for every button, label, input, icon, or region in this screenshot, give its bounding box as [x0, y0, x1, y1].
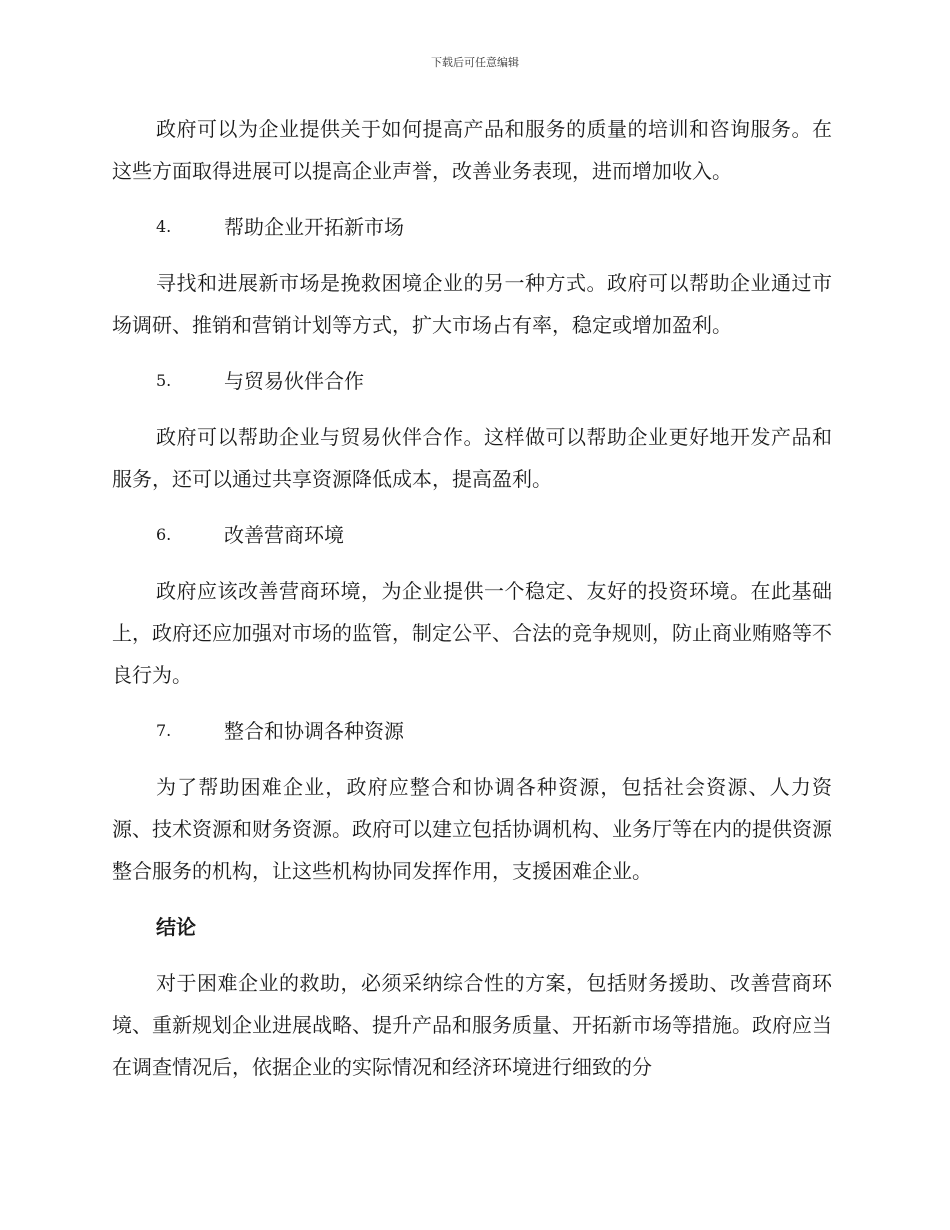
section-item-6	[112, 514, 832, 556]
item-title: 帮助企业开拓新市场	[224, 215, 404, 239]
item-title: 改善营商环境	[224, 523, 344, 547]
paragraph: 政府可以帮助企业与贸易伙伴合作。这样做可以帮助企业更好地开发产品和服务，还可以通过共享资源降低成本，提高盈利。	[112, 425, 832, 491]
item-number: 6.	[156, 525, 172, 544]
document-body	[112, 108, 832, 1102]
paragraph: 政府应该改善营商环境，为企业提供一个稳定、友好的投资环境。在此基础上，政府还应加强对市场的监管，制定公平、合法的竞争规则，防止商业贿赂等不良行为。	[112, 579, 832, 687]
paragraph: 寻找和进展新市场是挽救困境企业的另一种方式。政府可以帮助企业通过市场调研、推销和营销计划等方式，扩大市场占有率，稳定或增加盈利。	[112, 271, 832, 337]
item-number: 4.	[156, 217, 172, 236]
item-number: 5.	[156, 371, 172, 390]
item-number: 7.	[156, 721, 172, 740]
paragraph: 为了帮助困难企业，政府应整合和协调各种资源，包括社会资源、人力资源、技术资源和财务资源。政府可以建立包括协调机构、业务厅等在内的提供资源整合服务的机构，让这些机构协同发挥作用，支援困难企业。	[112, 775, 832, 883]
section-item-4	[112, 206, 832, 248]
section-item-7	[112, 710, 832, 752]
conclusion-heading: 结论	[156, 915, 196, 939]
item-title: 与贸易伙伴合作	[224, 369, 364, 393]
section-item-5	[112, 360, 832, 402]
paragraph: 对于困难企业的救助，必须采纳综合性的方案，包括财务援助、改善营商环境、重新规划企业进展战略、提升产品和服务质量、开拓新市场等措施。政府应当在调查情况后，依据企业的实际情况和经济环境进行细致的分	[112, 971, 832, 1079]
page-header: 下载后可任意编辑	[431, 56, 519, 69]
item-title: 整合和协调各种资源	[224, 719, 404, 743]
paragraph: 政府可以为企业提供关于如何提高产品和服务的质量的培训和咨询服务。在这些方面取得进展可以提高企业声誉，改善业务表现，进而增加收入。	[112, 117, 832, 183]
